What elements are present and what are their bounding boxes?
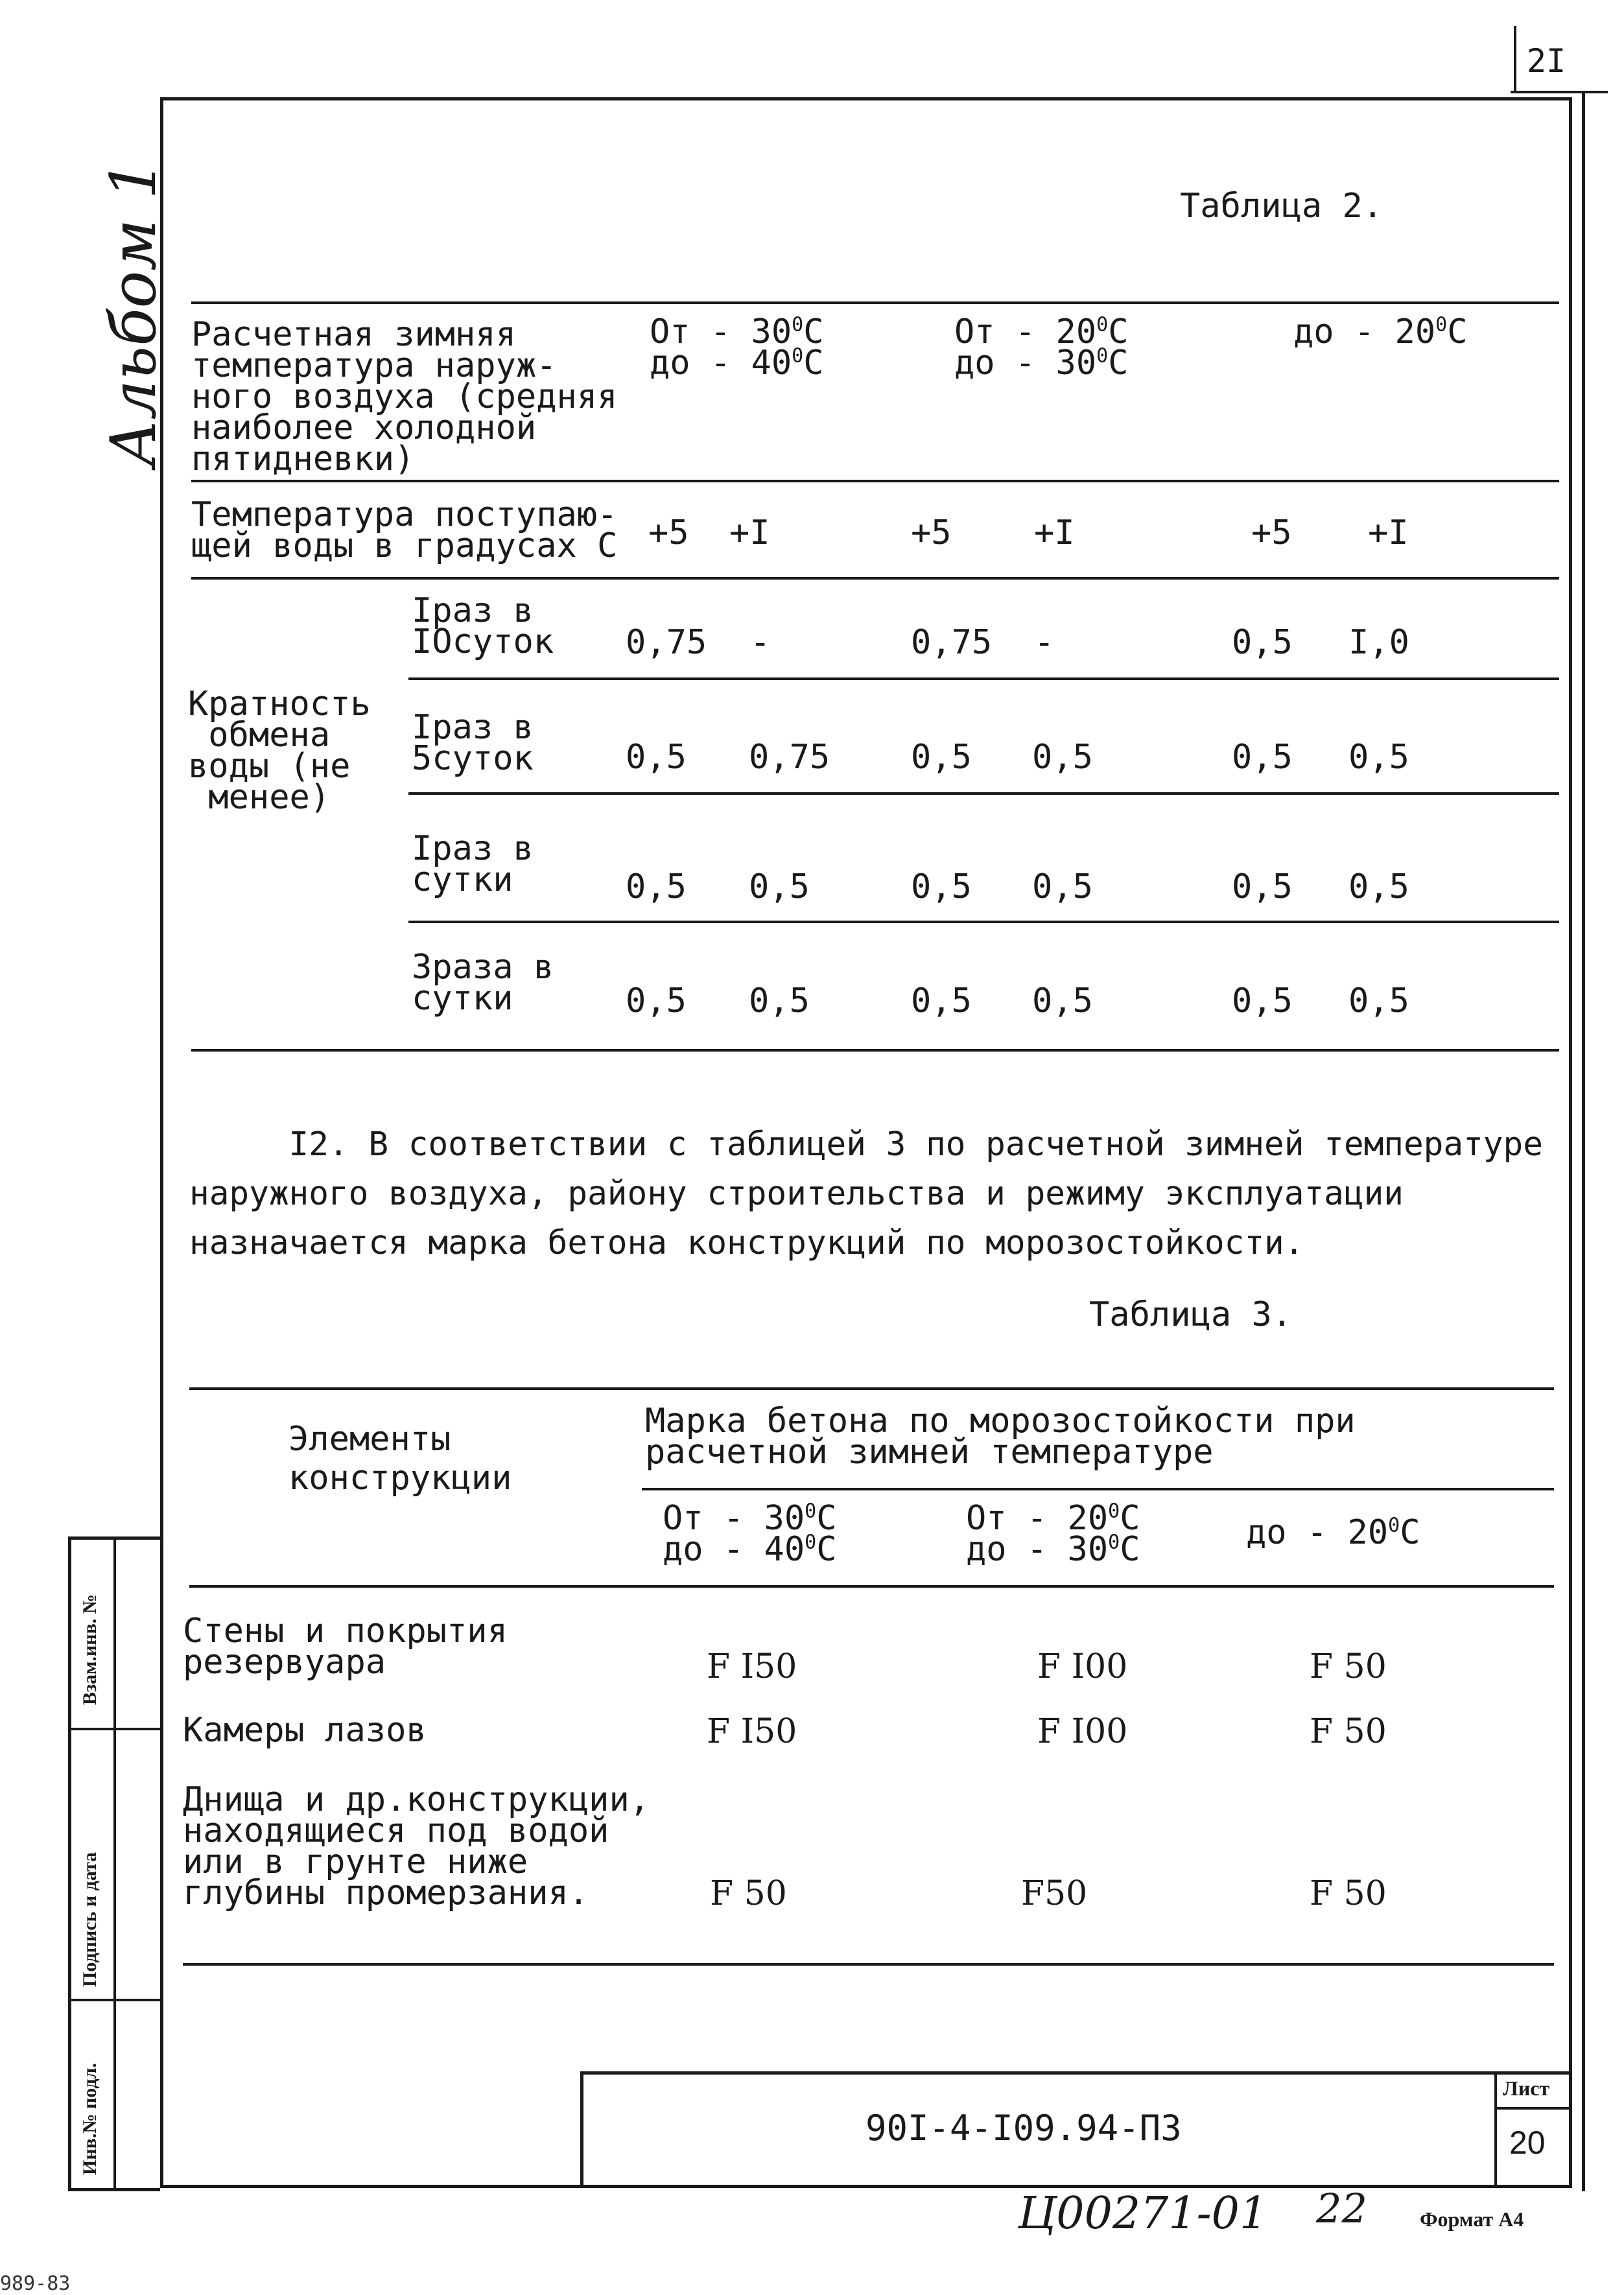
corner-text: 989-83 <box>0 2272 71 2295</box>
table2-row4-v5: 0,5 <box>1232 982 1293 1020</box>
frame-top-extension <box>1511 91 1608 93</box>
table2-row1-v5: 0,5 <box>1232 623 1293 662</box>
table2-row2-v6: 0,5 <box>1348 738 1409 777</box>
table3-row1-v3: F 50 <box>1310 1647 1387 1686</box>
table2-row3-v1: 0,5 <box>626 867 687 906</box>
table2-row2-label: Iраз в 5суток <box>412 708 534 778</box>
title-block-sheet-rule <box>1494 2107 1572 2110</box>
table3-group-header: Марка бетона по морозостойкости при расчетной зимней температуре <box>645 1402 1356 1472</box>
table3-caption: Таблица 3. <box>1089 1295 1293 1334</box>
table2-rule-top <box>191 301 1559 304</box>
handwritten-sheet: 22 <box>1316 2185 1367 2232</box>
table2-row4-v2: 0,5 <box>749 982 810 1020</box>
document-code: 90I-4-I09.94-ПЗ <box>865 2108 1182 2148</box>
table2-row1-v4: - <box>1034 623 1055 662</box>
side-stamp-rule-1 <box>68 1728 160 1730</box>
table3-row3-v2: F50 <box>1021 1874 1088 1913</box>
table2-row1-label: Iраз в IОсуток <box>412 591 554 661</box>
table2-rule-bottom <box>191 1049 1559 1052</box>
paragraph-line2: наружного воздуха, району строительства и режиму эксплуатации <box>189 1175 1404 1213</box>
side-stamp-divider <box>113 1536 116 2191</box>
temp-3: +5 <box>911 513 952 552</box>
table3-range1: От - $30^0С$ до - $40^0С$ <box>663 1499 837 1569</box>
table2-row4-v6: 0,5 <box>1348 982 1409 1020</box>
table2-row1-v1: 0,75 <box>626 623 707 662</box>
table2-row4-v4: 0,5 <box>1032 982 1093 1020</box>
table2-rule-3 <box>191 577 1559 580</box>
table2-caption: Таблица 2. <box>1180 187 1383 226</box>
table2-row3-label: Iраз в сутки <box>412 829 534 899</box>
table2-temp-label: Температура поступаю- щей воды в градусах С <box>191 495 618 565</box>
table3-row3-v1: F 50 <box>710 1874 787 1913</box>
table2-row2-v2: 0,75 <box>749 738 830 777</box>
title-block-sheet-divider <box>1494 2071 1497 2188</box>
temp-2: +I <box>729 513 770 552</box>
table2-range1: От - $30^0С$ до - $40^0С$ <box>650 312 824 383</box>
handwritten-number: Ц00271-01 <box>1018 2188 1268 2239</box>
table2-rule-5 <box>408 792 1559 795</box>
table2-row1-v3: 0,75 <box>911 623 993 662</box>
table2-header-label: Расчетная зимняя температура наруж- ного воздуха (средняя наиболее холодной пятидневки) <box>191 315 618 478</box>
table2-rule-2 <box>191 480 1559 482</box>
table2-row2-v5: 0,5 <box>1232 738 1293 777</box>
table3-row1-v2: F I00 <box>1037 1647 1128 1686</box>
temp-5: +5 <box>1251 513 1292 552</box>
temp-4: +I <box>1034 513 1075 552</box>
table3-row3-v3: F 50 <box>1310 1874 1387 1913</box>
table3-row1-label: Стены и покрытия резервуара <box>183 1612 508 1682</box>
title-block-top <box>580 2071 1572 2075</box>
table3-row3-label: Днища и др.конструкции, находящиеся под водой или в грунте ниже глубины промерзания. <box>183 1780 650 1913</box>
table2-row3-v2: 0,5 <box>749 867 810 906</box>
table2-row4-v3: 0,5 <box>911 982 972 1020</box>
temp-6: +I <box>1368 513 1409 552</box>
table2-group-label: Кратность обмена воды (не менее) <box>188 685 371 817</box>
table2-row3-v6: 0,5 <box>1348 867 1409 906</box>
table3-col-label: Элементы конструкции <box>288 1420 512 1498</box>
table2-row4-label: Зраза в сутки <box>412 948 554 1018</box>
table2-range3: до - $20^0С$ <box>1293 312 1468 351</box>
table3-row2-v1: F I50 <box>707 1712 797 1751</box>
table3-rule-top <box>189 1387 1554 1390</box>
table3-rule-head-bottom <box>189 1585 1554 1588</box>
title-block-left <box>580 2071 583 2188</box>
table2-range2: От - $20^0С$ до - $30^0С$ <box>954 312 1129 383</box>
table3-range2: От - $20^0С$ до - $30^0С$ <box>966 1499 1140 1569</box>
table2-row3-v3: 0,5 <box>911 867 972 906</box>
table2-row3-v4: 0,5 <box>1032 867 1093 906</box>
album-label: Альбом 1 <box>97 159 170 467</box>
sheet-label: Лист <box>1503 2077 1550 2100</box>
table2-row2-v1: 0,5 <box>626 738 687 777</box>
side-stamp-label-2: Подпись и дата <box>79 1852 100 1987</box>
frame-right-double <box>1582 91 1585 2191</box>
table2-row3-v5: 0,5 <box>1232 867 1293 906</box>
table3-rule-sub <box>642 1488 1554 1490</box>
temp-1: +5 <box>648 513 689 552</box>
table3-rule-bottom <box>183 1963 1554 1966</box>
table3-row2-label: Камеры лазов <box>183 1711 427 1750</box>
format-label: Формат А4 <box>1420 2207 1524 2231</box>
sheet-number: 20 <box>1509 2124 1546 2161</box>
table3-row2-v3: F 50 <box>1310 1712 1387 1751</box>
paragraph-line1: I2. В соответствии с таблицей 3 по расчетной зимней температуре <box>189 1125 1543 1164</box>
side-stamp-rule-2 <box>68 1999 160 2001</box>
table3-row1-v1: F I50 <box>707 1647 797 1686</box>
table2-row1-v2: - <box>750 623 771 662</box>
table2-row2-v4: 0,5 <box>1032 738 1093 777</box>
paragraph-line3: назначается марка бетона конструкций по морозостойкости. <box>189 1224 1304 1262</box>
side-stamp-label-3: Инв.№ подл. <box>79 2063 100 2175</box>
page-number-rule <box>1514 26 1516 91</box>
table2-row1-v6: I,0 <box>1348 623 1409 662</box>
table2-rule-4 <box>408 677 1559 680</box>
page-number: 2I <box>1527 42 1566 80</box>
table2-row2-v3: 0,5 <box>911 738 972 777</box>
table2-row4-v1: 0,5 <box>626 982 687 1020</box>
table3-row2-v2: F I00 <box>1037 1712 1128 1751</box>
table2-rule-6 <box>408 921 1559 923</box>
table3-range3: до - $20^0С$ <box>1246 1513 1420 1552</box>
side-stamp-label-1: Взам.инв. № <box>79 1594 100 1705</box>
